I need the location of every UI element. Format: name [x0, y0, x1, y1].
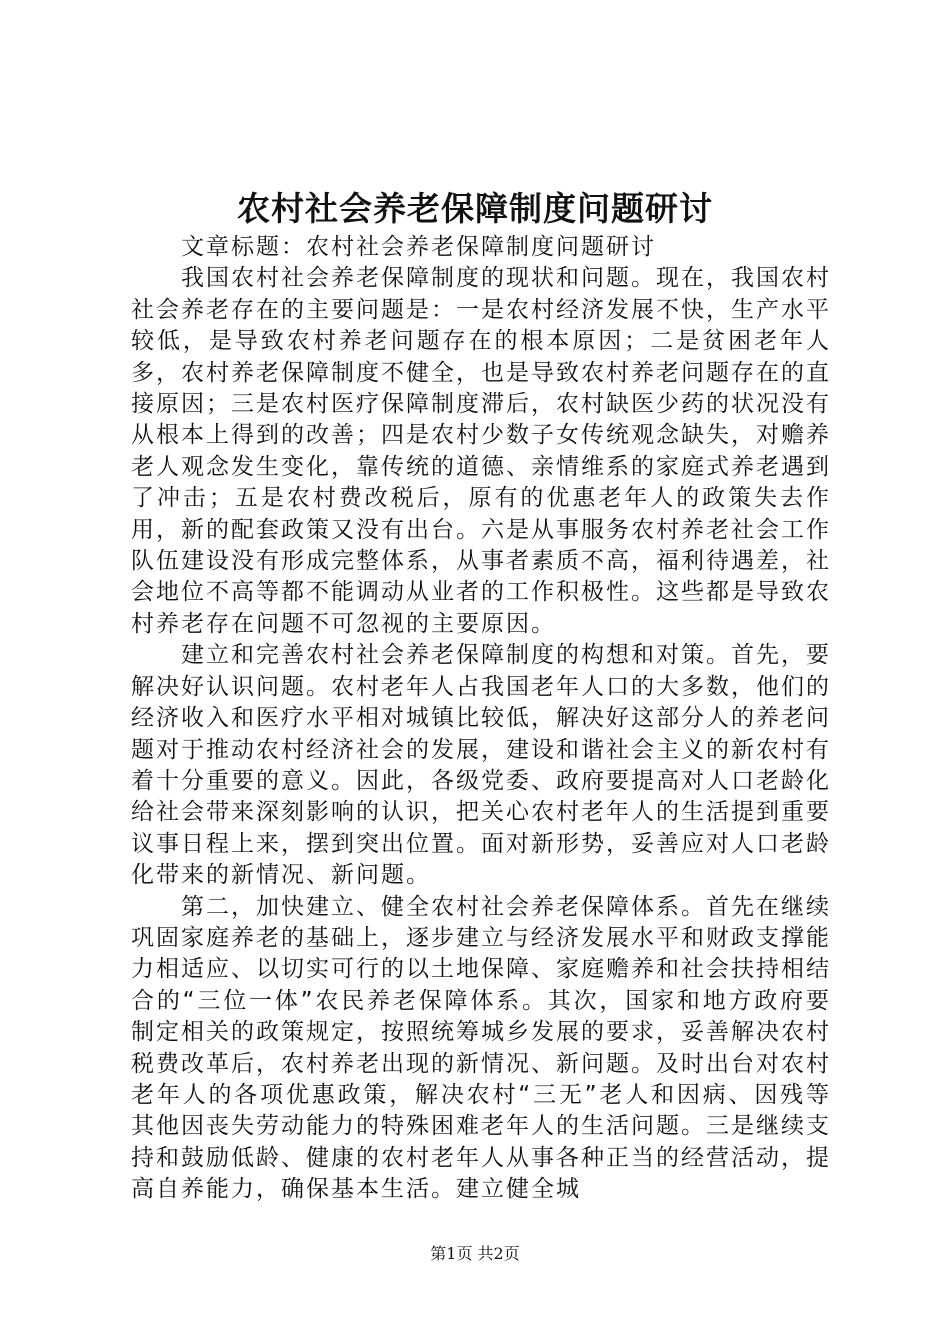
document-title: 农村社会养老保障制度问题研讨: [237, 189, 713, 228]
document-body: [131, 232, 831, 1206]
paragraph-3: 第二，加快建立、健全农村社会养老保障体系。首先在继续巩固家庭养老的基础上，逐步建立与经济发展水平和财政支撑能力相适应、以切实可行的以土地保障、家庭赡养和社会扶持相结合的“三位一体”农民养老保障体系。其次，国家和地方政府要制定相关的政策规定，按照统筹城乡发展的要求，妥善解决农村税费改革后，农村养老出现的新情况、新问题。及时出台对农村老年人的各项优惠政策，解决农村“三无”老人和因病、因残等其他因丧失劳动能力的特殊困难老年人的生活问题。三是继续支持和鼓励低龄、健康的农村老年人从事各种正当的经营活动，提高自养能力，确保基本生活。建立健全城: [131, 893, 831, 1203]
article-title-line: 文章标题：农村社会养老保障制度问题研讨: [181, 234, 656, 260]
paragraph-1: 我国农村社会养老保障制度的现状和问题。现在，我国农村社会养老存在的主要问题是：一是农村经济发展不快，生产水平较低，是导致农村养老问题存在的根本原因；二是贫困老年人多，农村养老保障制度不健全，也是导致农村养老问题存在的直接原因；三是农村医疗保障制度滞后，农村缺医少药的状况没有从根本上得到的改善；四是农村少数子女传统观念缺失，对赡养老人观念发生变化，靠传统的道德、亲情维系的家庭式养老遇到了冲击；五是农村费改税后，原有的优惠老年人的政策失去作用，新的配套政策又没有出台。六是从事服务农村养老社会工作队伍建设没有形成完整体系，从事者素质不高，福利待遇差，社会地位不高等都不能调动从业者的工作积极性。这些都是导致农村养老存在问题不可忽视的主要原因。: [131, 265, 831, 637]
paragraph-2: 建立和完善农村社会养老保障制度的构想和对策。首先，要解决好认识问题。农村老年人占我国老年人口的大多数，他们的经济收入和医疗水平相对城镇比较低，解决好这部分人的养老问题对于推动农村经济社会的发展，建设和谐社会主义的新农村有着十分重要的意义。因此，各级党委、政府要提高对人口老龄化给社会带来深刻影响的认识，把关心农村老年人的生活提到重要议事日程上来，摆到突出位置。面对新形势，妥善应对人口老龄化带来的新情况、新问题。: [131, 642, 831, 889]
page-footer: 第1页 共2页: [430, 1244, 520, 1263]
